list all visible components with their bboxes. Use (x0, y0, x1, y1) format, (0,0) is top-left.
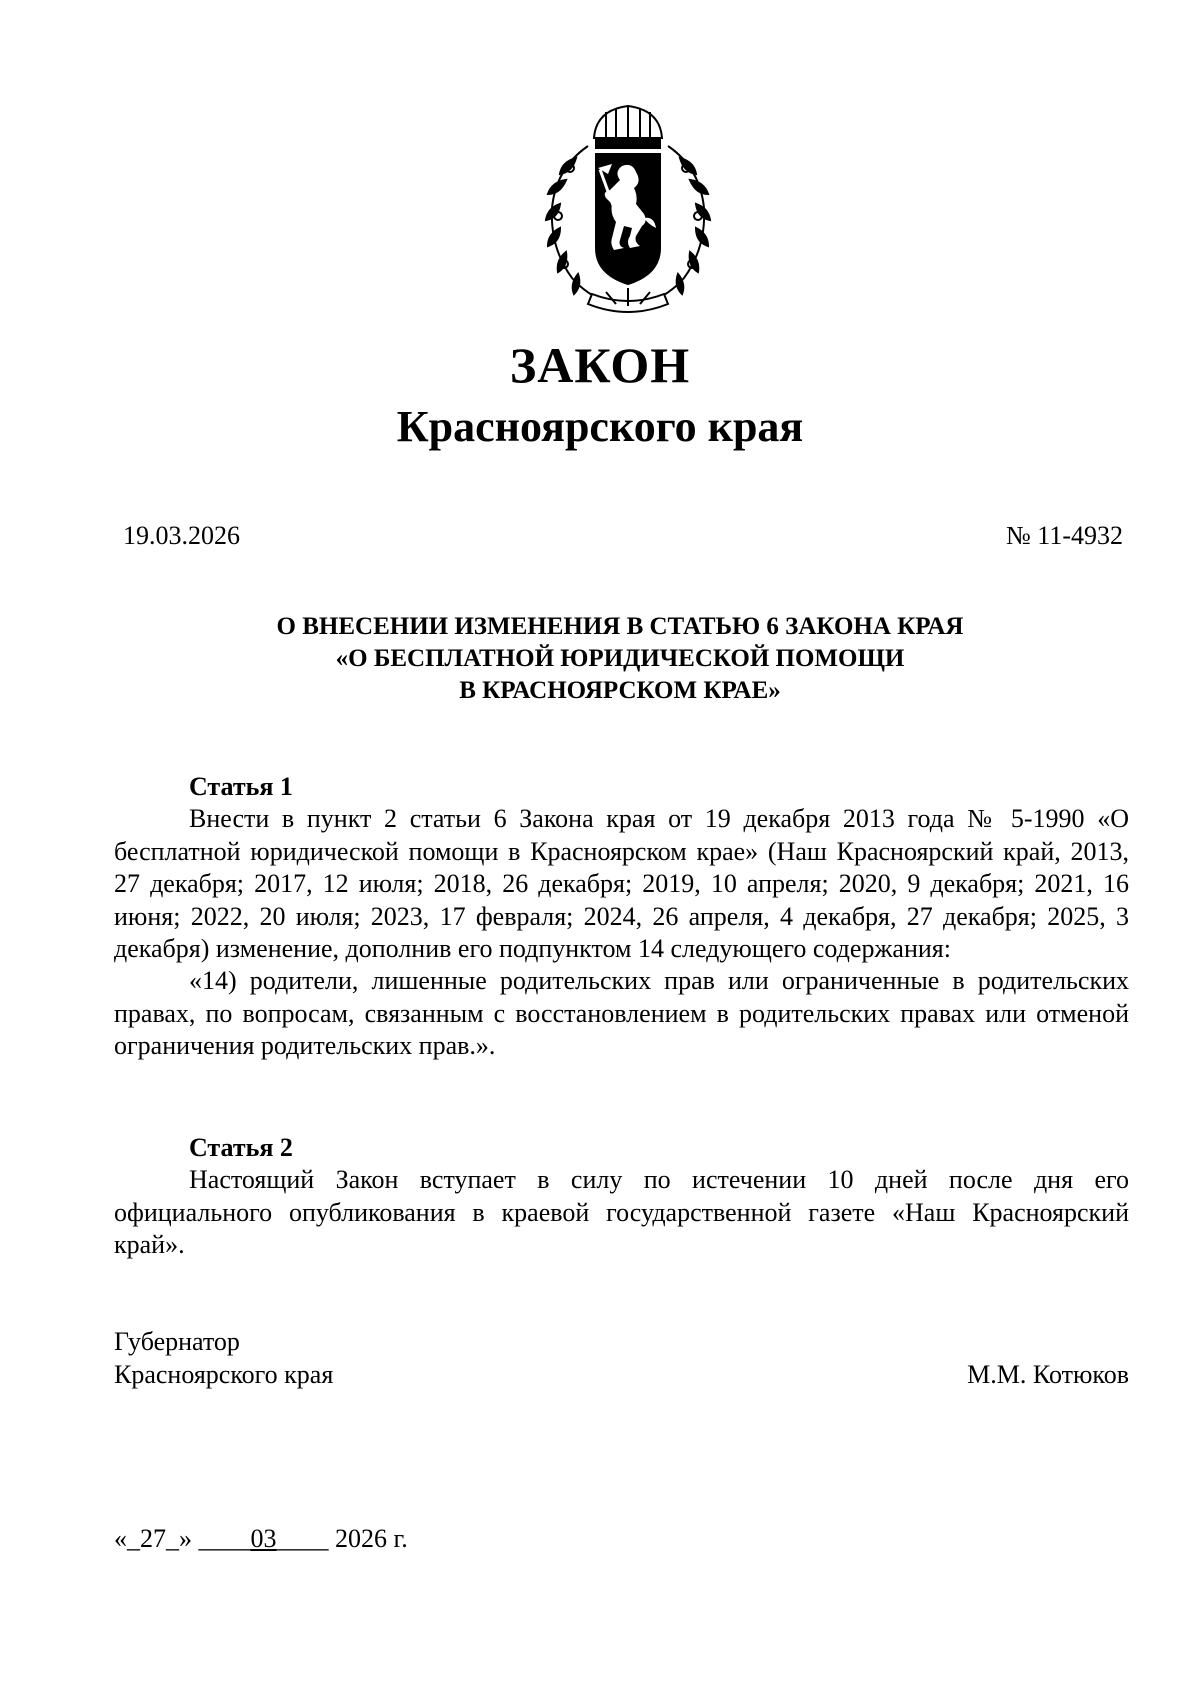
signatory-name: М.М. Котюков (967, 1360, 1129, 1389)
signing-date-close-quote: » (179, 1524, 192, 1553)
article-2-title: Статья 2 (189, 1133, 293, 1162)
article-1-paragraph-2: «14) родители, лишенные родительских прав или ограниченные в родительских правах, по вопросам, связанным с восстановлением в родительских правах или отменой ограничения родительских прав.». (114, 966, 1129, 1061)
law-heading-line-2: «О БЕСПЛАТНОЙ ЮРИДИЧЕСКОЙ ПОМОЩИ (335, 645, 905, 672)
signing-date-month: 03 (250, 1524, 277, 1553)
document-type-title: ЗАКОН (509, 337, 691, 393)
krasnoyarsk-coat-of-arms-icon (536, 98, 721, 316)
signatory-position-line-2: Красноярского края (114, 1360, 334, 1389)
signatory-position-line-1: Губернатор (114, 1327, 240, 1356)
signing-date (114, 1523, 408, 1555)
article-1-title: Статья 1 (189, 772, 293, 801)
law-heading-line-3: В КРАСНОЯРСКОМ КРАЕ» (459, 677, 781, 704)
signing-date-month-blank-before: ____ (198, 1524, 251, 1553)
article-2 (114, 1132, 1129, 1262)
law-number: № 11-4932 (1006, 521, 1123, 550)
document-issuer-subtitle: Красноярского края (396, 402, 804, 451)
law-heading (0, 611, 1200, 707)
law-date: 19.03.2026 (123, 521, 240, 550)
signing-date-day: _27_ (127, 1524, 179, 1553)
signing-date-open-quote: « (114, 1524, 127, 1553)
law-heading-line-1: О ВНЕСЕНИИ ИЗМЕНЕНИЯ В СТАТЬЮ 6 ЗАКОНА КРАЯ (276, 613, 964, 640)
signature-block (114, 1325, 1129, 1391)
signing-date-month-blank-after: ____ (276, 1524, 329, 1553)
article-2-paragraph-1: Настоящий Закон вступает в силу по истечении 10 дней после дня его официального опубликования в краевой государственной газете «Наш Красноярский край». (114, 1165, 1129, 1260)
article-1 (114, 771, 1129, 1063)
article-1-paragraph-1: Внести в пункт 2 статьи 6 Закона края от 19 декабря 2013 года № 5-1990 «О бесплатной юридической помощи в Красноярском крае» (Наш Красноярский край, 2013, 27 декабря; 2017, 12 июля; 2018, 26 декабря; 2019, 10 апреля; 2020, 9 декабря; 2021, 16 июня; 2022, 20 июля; 2023, 17 февраля; 2024, 26 апреля, 4 декабря, 27 декабря; 2025, 3 декабря) изменение, дополнив его подпунктом 14 следующего содержания: (114, 804, 1129, 964)
signing-date-year: 2026 г. (335, 1524, 408, 1553)
